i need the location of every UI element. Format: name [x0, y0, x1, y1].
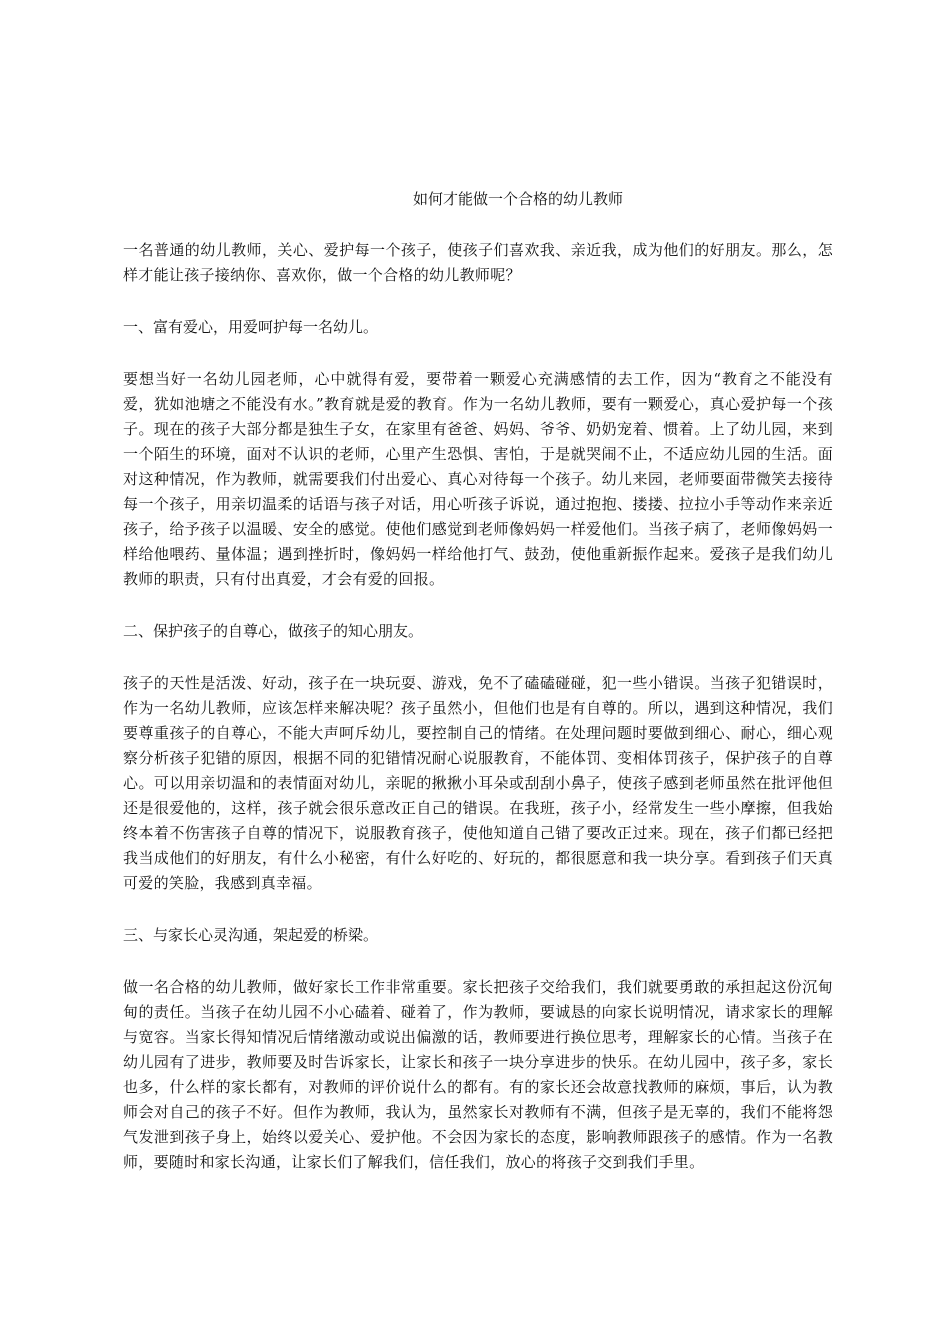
section-3-heading: 三、与家长心灵沟通，架起爱的桥梁。	[123, 926, 379, 944]
document-page	[123, 188, 833, 1202]
section-1-body: 要想当好一名幼儿园老师，心中就得有爱，要带着一颗爱心充满感情的去工作，因为“教育之不能没有爱，犹如池塘之不能没有水。”教育就是爱的教育。作为一名幼儿教师，要有一颗爱心，真心爱护每一个孩子。现在的孩子大部分都是独生子女，在家里有爸爸、妈妈、爷爷、奶奶宠着、惯着。上了幼儿园，来到一个陌生的环境，面对不认识的老师，心里产生恐惧、害怕，于是就哭闹不止，不适应幼儿园的生活。面对这种情况，作为教师，就需要我们付出爱心、真心对待每一个孩子。幼儿来园，老师要面带微笑去接待每一个孩子，用亲切温柔的话语与孩子对话，用心听孩子诉说，通过抱抱、搂搂、拉拉小手等动作来亲近孩子，给予孩子以温暖、安全的感觉。使他们感觉到老师像妈妈一样爱他们。当孩子病了，老师像妈妈一样给他喂药、量体温；遇到挫折时，像妈妈一样给他打气、鼓劲，使他重新振作起来。爱孩子是我们幼儿教师的职责，只有付出真爱，才会有爱的回报。	[123, 370, 833, 588]
section-2-heading: 二、保护孩子的自尊心，做孩子的知心朋友。	[123, 622, 424, 640]
section-2-body: 孩子的天性是活泼、好动，孩子在一块玩耍、游戏，免不了磕磕碰碰，犯一些小错误。当孩子犯错误时，作为一名幼儿教师，应该怎样来解决呢？孩子虽然小，但他们也是有自尊的。所以，遇到这种情况，我们要尊重孩子的自尊心，不能大声呵斥幼儿，要控制自己的情绪。在处理问题时要做到细心、耐心，细心观察分析孩子犯错的原因，根据不同的犯错情况耐心说服教育，不能体罚、变相体罚孩子，保护孩子的自尊心。可以用亲切温和的表情面对幼儿，亲昵的揪揪小耳朵或刮刮小鼻子，使孩子感到老师虽然在批评他但还是很爱他的，这样，孩子就会很乐意改正自己的错误。在我班，孩子小，经常发生一些小摩擦，但我始终本着不伤害孩子自尊的情况下，说服教育孩子，使他知道自己错了要改正过来。现在，孩子们都已经把我当成他们的好朋友，有什么小秘密，有什么好吃的、好玩的，都很愿意和我一块分享。看到孩子们天真可爱的笑脸，我感到真幸福。	[123, 674, 833, 892]
section-3-body: 做一名合格的幼儿教师，做好家长工作非常重要。家长把孩子交给我们，我们就要勇敢的承担起这份沉甸甸的责任。当孩子在幼儿园不小心磕着、碰着了，作为教师，要诚恳的向家长说明情况，请求家长的理解与宽容。当家长得知情况后情绪激动或说出偏激的话，教师要进行换位思考，理解家长的心情。当孩子在幼儿园有了进步，教师要及时告诉家长，让家长和孩子一块分享进步的快乐。在幼儿园中，孩子多，家长也多，什么样的家长都有，对教师的评价说什么的都有。有的家长还会故意找教师的麻烦，事后，认为教师会对自己的孩子不好。但作为教师，我认为，虽然家长对教师有不满，但孩子是无辜的，我们不能将怨气发泄到孩子身上，始终以爱关心、爱护他。不会因为家长的态度，影响教师跟孩子的感情。作为一名教师，要随时和家长沟通，让家长们了解我们，信任我们，放心的将孩子交到我们手里。	[123, 978, 833, 1171]
document-title: 如何才能做一个合格的幼儿教师	[412, 190, 623, 208]
section-1-heading: 一、富有爱心，用爱呵护每一名幼儿。	[123, 318, 379, 336]
intro-paragraph: 一名普通的幼儿教师，关心、爱护每一个孩子，使孩子们喜欢我、亲近我，成为他们的好朋友。那么，怎样才能让孩子接纳你、喜欢你，做一个合格的幼儿教师呢？	[123, 241, 833, 284]
